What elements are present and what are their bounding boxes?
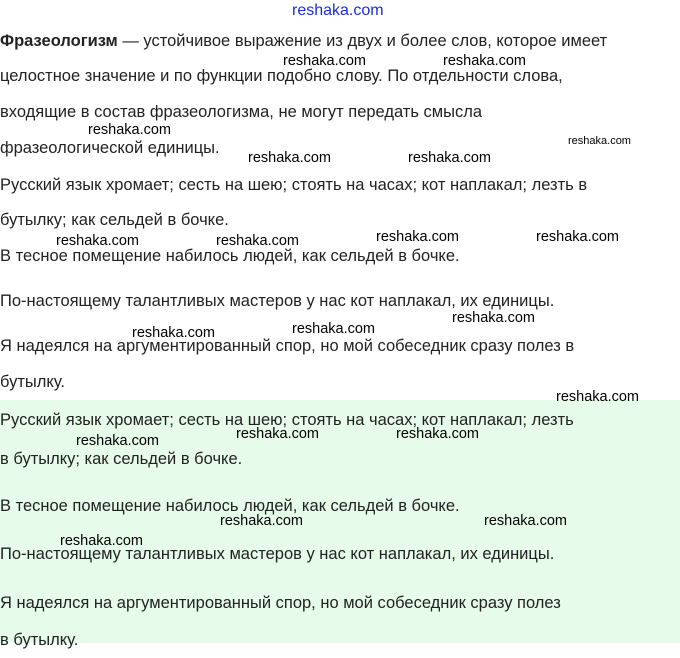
question-sentence-3-line-2: бутылку.: [0, 373, 65, 391]
watermark: reshaka.com: [132, 325, 216, 341]
watermark: reshaka.com: [283, 53, 367, 69]
answer-sentence-2: По-настоящему талантливых мастеров у нас кот наплакал, их единицы.: [0, 545, 555, 563]
question-sentence-1: В тесное помещение набилось людей, как сельдей в бочке.: [0, 247, 460, 265]
watermark: reshaka.com: [60, 533, 144, 549]
question-sentence-2: По-настоящему талантливых мастеров у нас кот наплакал, их единицы.: [0, 292, 555, 310]
definition-line-2: целостное значение и по функции подобно слову. По отдельности слова,: [0, 67, 563, 85]
answer-sentence-1: В тесное помещение набилось людей, как сельдей в бочке.: [0, 497, 460, 515]
watermark: reshaka.com: [568, 135, 631, 147]
watermark-top: reshaka.com: [292, 2, 384, 19]
watermark: reshaka.com: [536, 229, 620, 245]
question-examples-line-1: Русский язык хромает; сесть на шею; стоять на часах; кот наплакал; лезть в: [0, 176, 588, 194]
watermark: reshaka.com: [443, 53, 527, 69]
definition-line-3: входящие в состав фразеологизма, не могут передать смысла: [0, 103, 483, 121]
watermark: reshaka.com: [236, 426, 320, 442]
answer-sentence-3-line-2: в бутылку.: [0, 631, 79, 649]
watermark: reshaka.com: [292, 321, 376, 337]
answer-examples-line-2: в бутылку; как сельдей в бочке.: [0, 450, 243, 468]
watermark: reshaka.com: [376, 229, 460, 245]
watermark: reshaka.com: [76, 433, 160, 449]
question-examples-line-2: бутылку; как сельдей в бочке.: [0, 211, 229, 229]
watermark: reshaka.com: [88, 122, 172, 138]
answer-examples-line-1: Русский язык хромает; сесть на шею; стоять на часах; кот наплакал; лезть: [0, 411, 574, 429]
watermark: reshaka.com: [56, 233, 140, 249]
answer-sentence-3-line-1: Я надеялся на аргументированный спор, но мой собеседник сразу полез: [0, 594, 561, 612]
watermark: reshaka.com: [248, 150, 332, 166]
watermark: reshaka.com: [484, 513, 568, 529]
question-sentence-3-line-1: Я надеялся на аргументированный спор, но мой собеседник сразу полез в: [0, 337, 575, 355]
watermark: reshaka.com: [452, 310, 536, 326]
watermark: reshaka.com: [216, 233, 300, 249]
watermark: reshaka.com: [220, 513, 304, 529]
watermark: reshaka.com: [396, 426, 480, 442]
watermark: reshaka.com: [556, 389, 640, 405]
watermark: reshaka.com: [408, 150, 492, 166]
definition-line-4: фразеологической единицы.: [0, 139, 220, 157]
term: Фразеологизм: [0, 32, 118, 50]
definition-text: — устойчивое выражение из двух и более слов, которое имеет: [117, 32, 608, 50]
